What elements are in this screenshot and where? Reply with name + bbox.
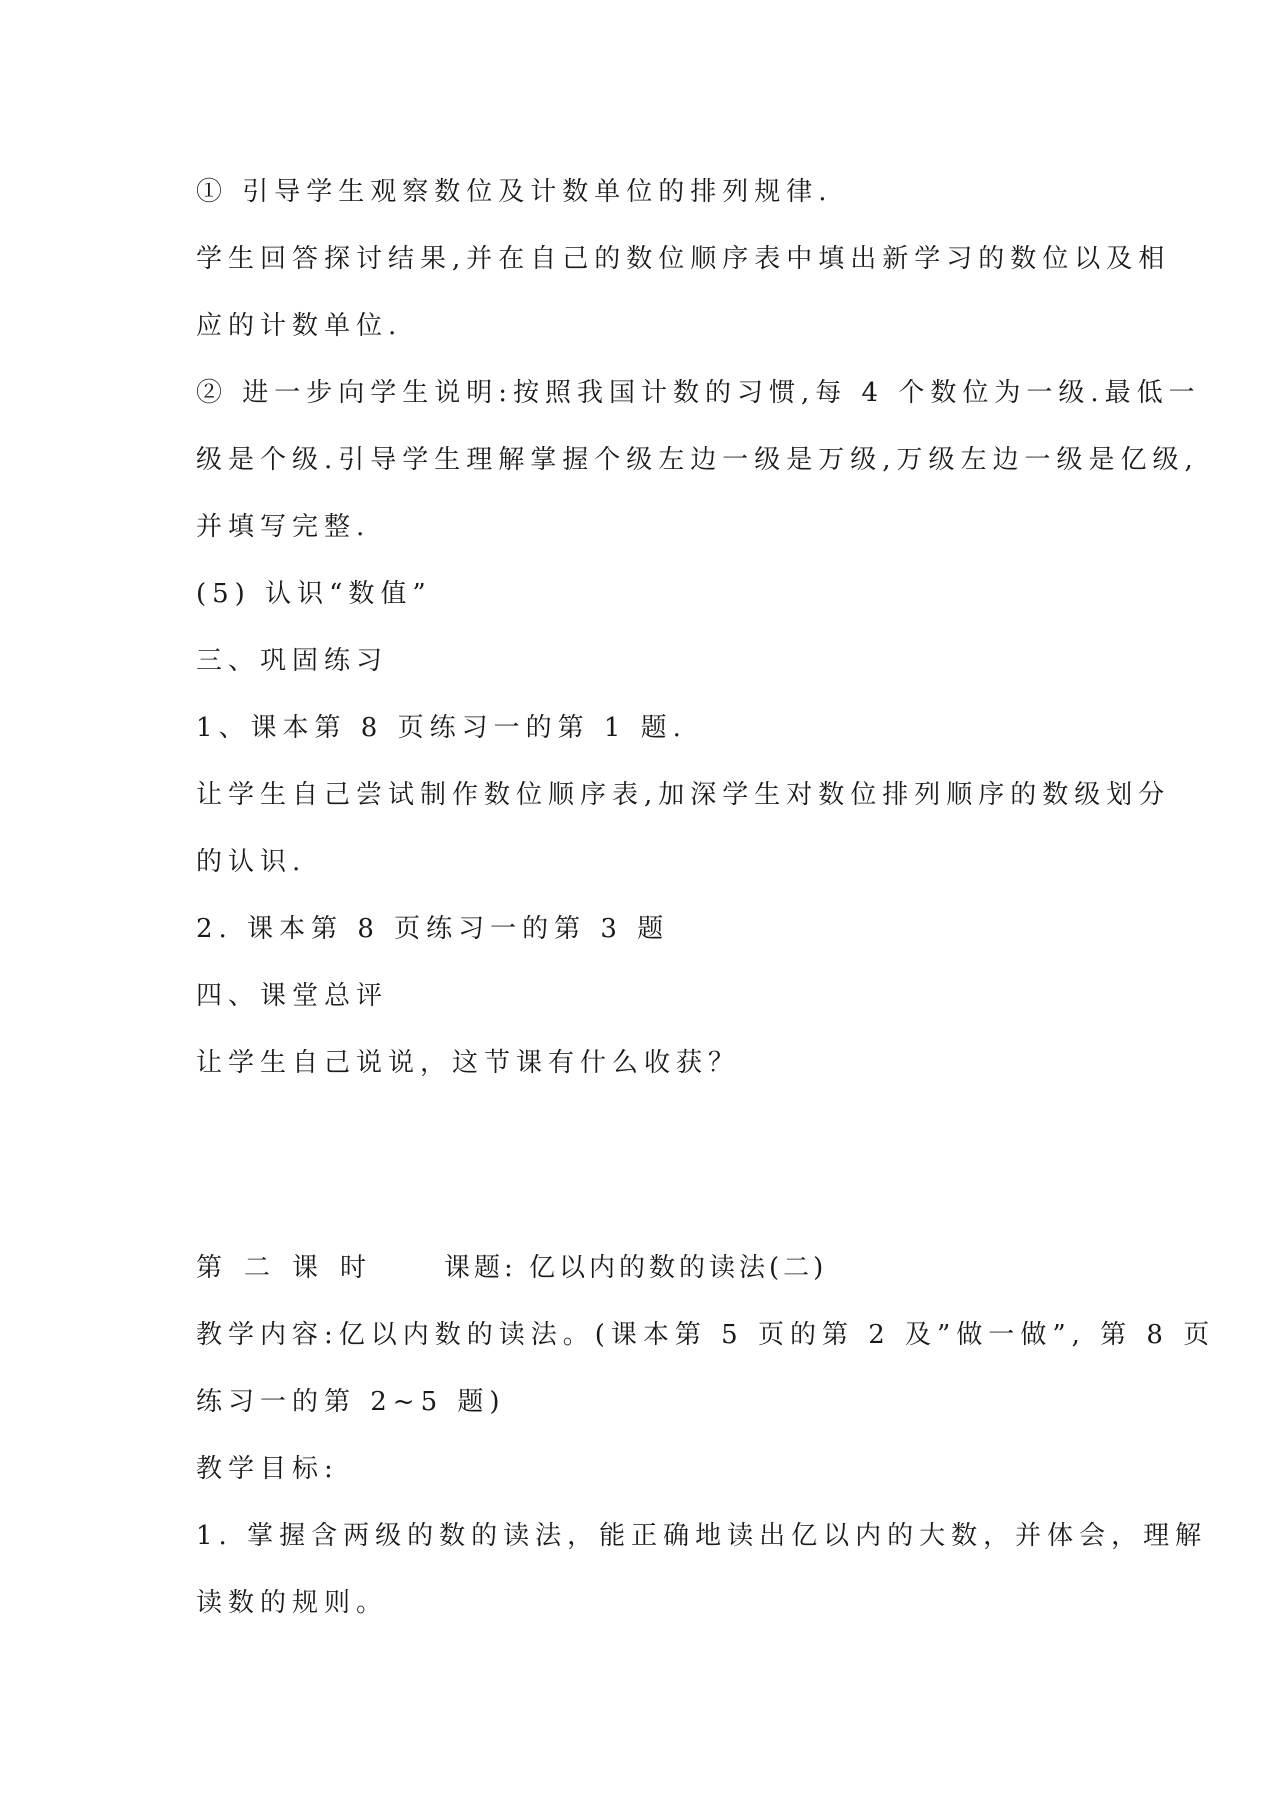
- paragraph-explain-line3: 并填写完整.: [196, 512, 371, 542]
- lesson-topic: 课题: 亿以内的数的读法(二): [444, 1253, 828, 1283]
- paragraph-explain-line2: 级是个级.引导学生理解掌握个级左边一级是万级,万级左边一级是亿级,: [196, 445, 1199, 475]
- teaching-goals-label: 教学目标:: [196, 1454, 339, 1484]
- teaching-goal-1-line1: 1. 掌握含两级的数的读法，能正确地读出亿以内的大数，并体会，理解: [196, 1521, 1208, 1551]
- paragraph-recognize-value: (5) 认识“数值”: [196, 579, 432, 609]
- lesson-label: 第二课时: [196, 1253, 389, 1283]
- paragraph-observe-digits: ① 引导学生观察数位及计数单位的排列规律.: [196, 177, 833, 207]
- section-heading-summary: 四、课堂总评: [196, 981, 389, 1011]
- lesson-heading: [196, 1251, 828, 1285]
- practice-item-1-note-line1: 让学生自己尝试制作数位顺序表,加深学生对数位排列顺序的数级划分: [196, 780, 1171, 810]
- teaching-goal-1-line2: 读数的规则。: [196, 1588, 389, 1618]
- practice-item-1-note-line2: 的认识.: [196, 847, 307, 877]
- teaching-content-line1: 教学内容:亿以内数的读法。(课本第 5 页的第 2 及”做一做”, 第 8 页: [196, 1320, 1216, 1350]
- paragraph-student-answer-line1: 学生回答探讨结果,并在自己的数位顺序表中填出新学习的数位以及相: [196, 244, 1171, 274]
- paragraph-explain-line1: ② 进一步向学生说明:按照我国计数的习惯,每 4 个数位为一级.最低一: [196, 378, 1201, 408]
- practice-item-1: 1、课本第 8 页练习一的第 1 题.: [196, 713, 687, 743]
- practice-item-2: 2. 课本第 8 页练习一的第 3 题: [196, 914, 670, 944]
- paragraph-student-answer-line2: 应的计数单位.: [196, 311, 403, 341]
- teaching-content-line2: 练习一的第 2~5 题): [196, 1387, 506, 1417]
- summary-text: 让学生自己说说，这节课有什么收获？: [196, 1048, 741, 1078]
- section-heading-practice: 三、巩固练习: [196, 646, 389, 676]
